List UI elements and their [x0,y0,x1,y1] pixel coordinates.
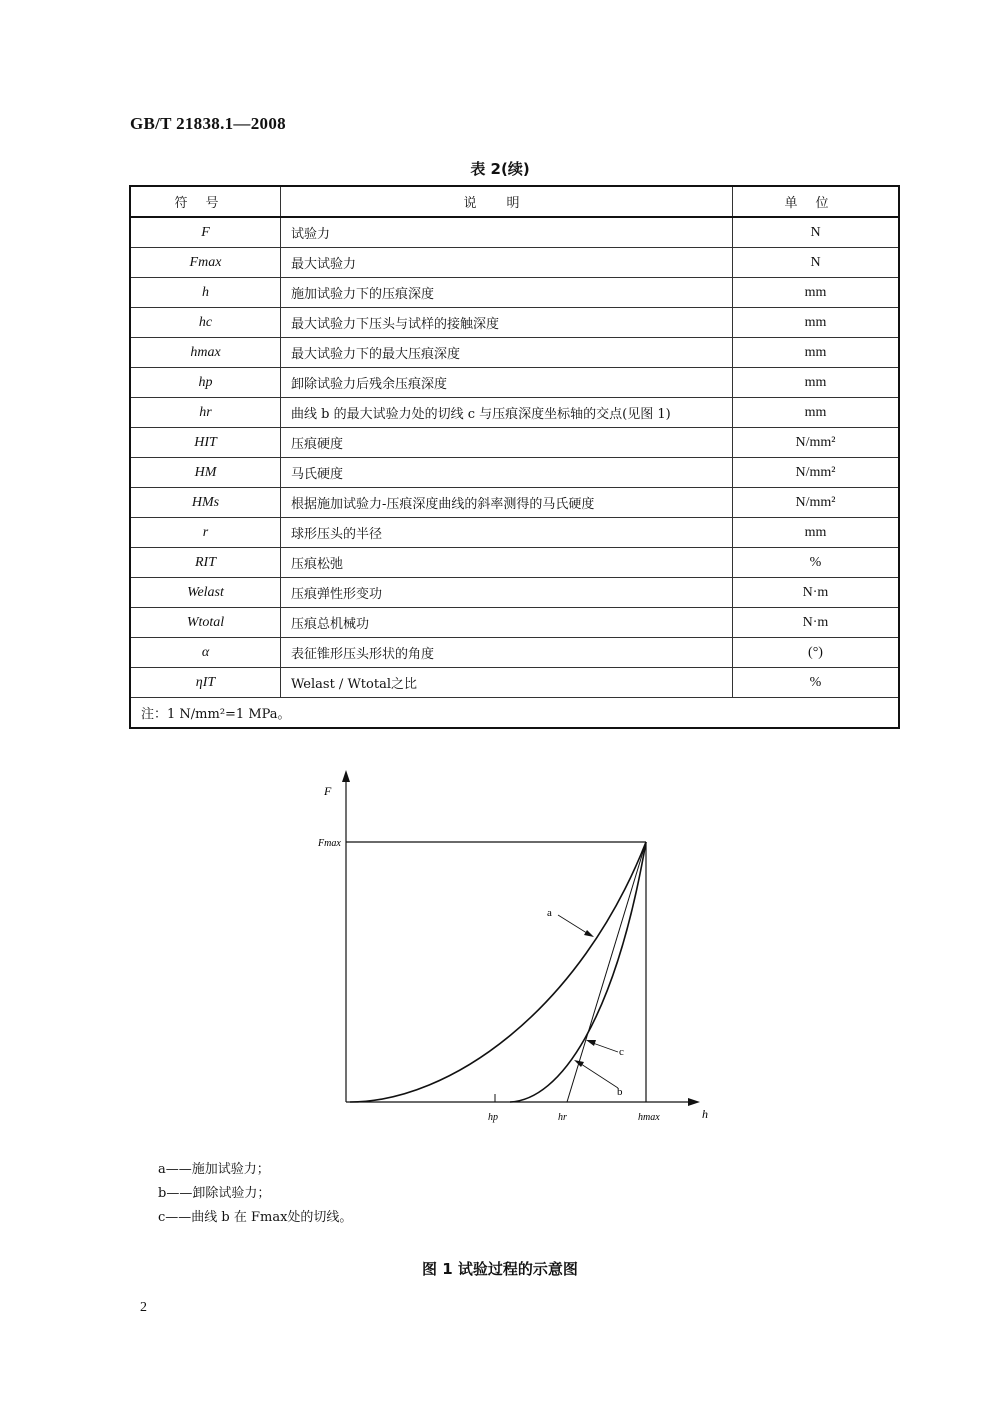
page-number: 2 [140,1300,147,1315]
legend-item: b——卸除试验力； [158,1186,271,1201]
y-axis-label: F [324,784,332,798]
leader-a-arrow [584,930,594,937]
legend-item: a——施加试验力； [158,1162,270,1177]
table-row [130,638,899,668]
leader-c-arrow [586,1040,596,1046]
symbol-cell: Wtotal [130,608,281,638]
description-cell: 压痕弹性形变功 [281,578,733,608]
table-row [130,368,899,398]
curve-label-b: b [617,1086,623,1098]
table-row [130,668,899,698]
table-row [130,548,899,578]
table-row [130,458,899,488]
unit-cell: N·m [733,608,900,638]
table-row [130,428,899,458]
description-cell: 表征锥形压头形状的角度 [281,638,733,668]
symbol-cell: Welast [130,578,281,608]
table-row [130,578,899,608]
table-row [130,608,899,638]
unit-cell: N [733,248,900,278]
x-tick-hp: hp [488,1112,498,1123]
x-axis-arrow [688,1098,700,1106]
description-cell: 试验力 [281,217,733,248]
table-row [130,398,899,428]
figure-caption: 图 1 试验过程的示意图 [422,1260,578,1278]
symbol-cell: RIT [130,548,281,578]
table-header-row [130,186,899,217]
symbols-table [129,185,900,729]
header-description: 说明 [281,186,733,217]
description-cell: 卸除试验力后残余压痕深度 [281,368,733,398]
header-symbol: 符号 [130,186,281,217]
unit-cell: N [733,217,900,248]
header-unit: 单位 [733,186,900,217]
symbol-cell: F [130,217,281,248]
curve-label-c: c [619,1046,624,1058]
symbol-cell: α [130,638,281,668]
x-tick-hmax: hmax [638,1112,660,1123]
table-note-row [130,698,899,729]
description-cell: 马氏硬度 [281,458,733,488]
description-cell: 根据施加试验力-压痕深度曲线的斜率测得的马氏硬度 [281,488,733,518]
unit-cell: % [733,548,900,578]
unit-cell: mm [733,398,900,428]
unit-cell: mm [733,338,900,368]
symbol-cell: ηIT [130,668,281,698]
table-row [130,217,899,248]
table-note: 注：1 N/mm²=1 MPa。 [130,698,899,729]
description-cell: 施加试验力下的压痕深度 [281,278,733,308]
description-cell: 最大试验力下的最大压痕深度 [281,338,733,368]
leader-b [578,1062,618,1088]
symbol-cell: hr [130,398,281,428]
description-cell: 曲线 b 的最大试验力处的切线 c 与压痕深度坐标轴的交点(见图 1) [281,398,733,428]
description-cell: 最大试验力 [281,248,733,278]
figure-legend [158,1158,352,1230]
description-cell: Welast / Wtotal之比 [281,668,733,698]
symbol-cell: HM [130,458,281,488]
unit-cell: mm [733,278,900,308]
description-cell: 压痕硬度 [281,428,733,458]
description-cell: 最大试验力下压头与试样的接触深度 [281,308,733,338]
curve-label-a: a [547,907,552,919]
symbol-cell: HIT [130,428,281,458]
curve-a [350,842,646,1102]
leader-b-arrow [574,1060,584,1067]
indentation-diagram [300,760,720,1160]
x-axis-label: h [702,1107,708,1121]
table-row [130,338,899,368]
y-axis-arrow [342,770,350,782]
symbol-cell: HMs [130,488,281,518]
unit-cell: N/mm² [733,458,900,488]
x-tick-hr: hr [558,1112,567,1123]
description-cell: 球形压头的半径 [281,518,733,548]
unit-cell: % [733,668,900,698]
unit-cell: N·m [733,578,900,608]
unit-cell: (°) [733,638,900,668]
y-tick-fmax: Fmax [318,838,341,849]
unit-cell: N/mm² [733,428,900,458]
symbol-cell: h [130,278,281,308]
leader-a [558,915,590,935]
symbol-cell: hc [130,308,281,338]
symbol-cell: hp [130,368,281,398]
description-cell: 压痕松弛 [281,548,733,578]
table-row [130,308,899,338]
unit-cell: mm [733,308,900,338]
unit-cell: N/mm² [733,488,900,518]
symbol-cell: Fmax [130,248,281,278]
table-row [130,278,899,308]
legend-item: c——曲线 b 在 Fmax处的切线。 [158,1210,353,1225]
table-row [130,488,899,518]
standard-code: GB/T 21838.1—2008 [130,114,286,133]
description-cell: 压痕总机械功 [281,608,733,638]
symbol-cell: r [130,518,281,548]
table-row [130,518,899,548]
table-caption: 表 2(续) [470,160,530,178]
unit-cell: mm [733,518,900,548]
unit-cell: mm [733,368,900,398]
table-row [130,248,899,278]
symbol-cell: hmax [130,338,281,368]
